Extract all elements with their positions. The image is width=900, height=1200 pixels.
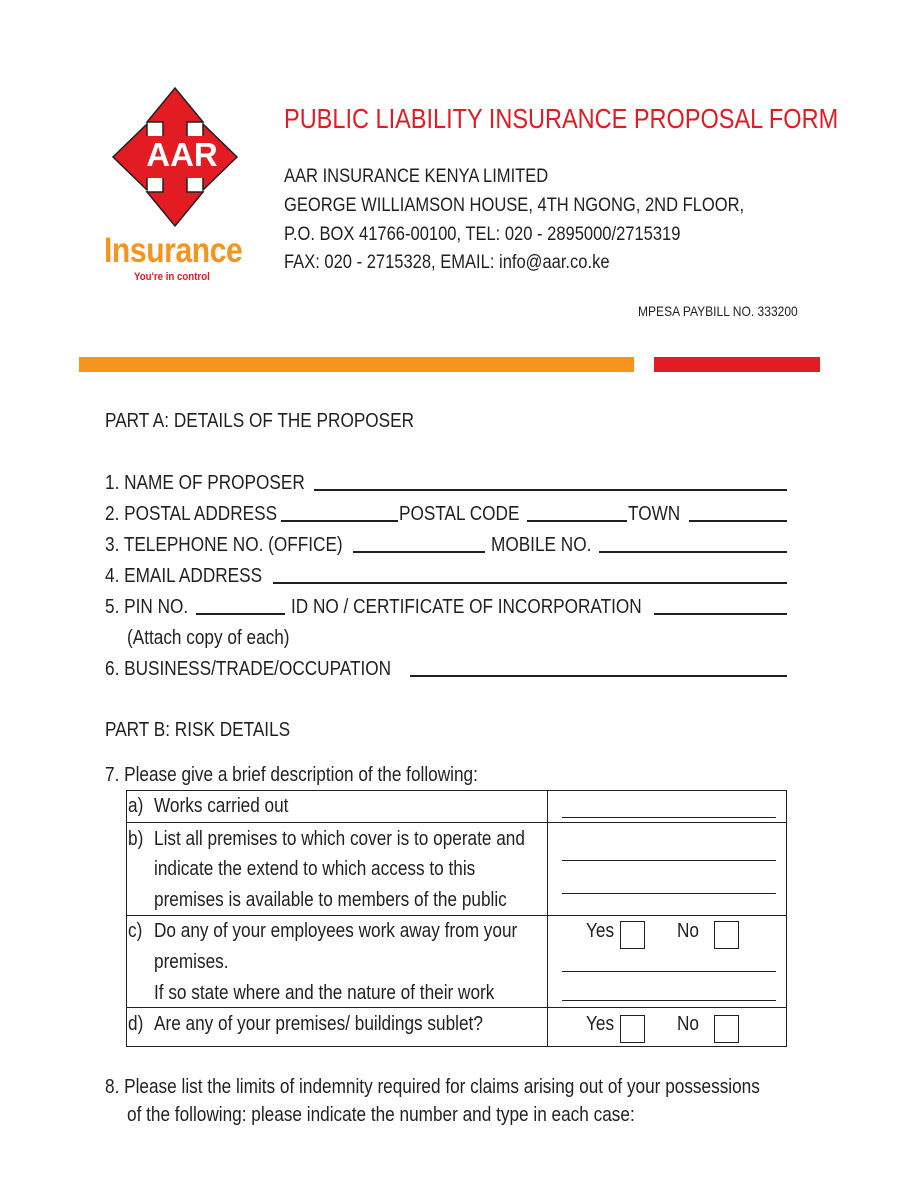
postal-address-label: 2. POSTAL ADDRESS	[105, 503, 278, 525]
row-b-marker: b)	[128, 828, 144, 850]
row-a-text: Works carried out	[154, 795, 289, 817]
postal-code-label: POSTAL CODE	[399, 503, 520, 525]
row-a-marker: a)	[128, 795, 144, 817]
part-a-heading: PART A: DETAILS OF THE PROPOSER	[105, 410, 415, 432]
mpesa-paybill: MPESA PAYBILL NO. 333200	[638, 303, 798, 319]
table-row-divider	[126, 822, 787, 823]
town-label: TOWN	[628, 503, 681, 525]
row-c-marker: c)	[128, 920, 143, 942]
form-title: PUBLIC LIABILITY INSURANCE PROPOSAL FORM	[284, 103, 839, 134]
telephone-office-field[interactable]	[353, 551, 485, 553]
row-d-no-checkbox[interactable]	[714, 1015, 739, 1043]
telephone-office-label: 3. TELEPHONE NO. (OFFICE)	[105, 534, 343, 556]
q8-prompt-line2: of the following: please indicate the number and type in each case:	[127, 1104, 635, 1126]
row-d-marker: d)	[128, 1013, 144, 1035]
row-c-answer-field-1[interactable]	[562, 971, 776, 972]
postal-code-field[interactable]	[527, 520, 627, 522]
row-c-no-checkbox[interactable]	[714, 921, 739, 949]
table-row-divider	[126, 1007, 787, 1008]
attach-copy-note: (Attach copy of each)	[127, 627, 290, 649]
business-trade-label: 6. BUSINESS/TRADE/OCCUPATION	[105, 658, 392, 680]
header-divider-orange	[79, 357, 634, 372]
part-b-heading: PART B: RISK DETAILS	[105, 719, 291, 741]
id-certificate-label: ID NO / CERTIFICATE OF INCORPORATION	[291, 596, 642, 618]
aar-insurance-logo	[104, 86, 246, 286]
name-of-proposer-field[interactable]	[314, 489, 787, 491]
row-c-yes-checkbox[interactable]	[620, 921, 645, 949]
mobile-no-field[interactable]	[599, 551, 787, 553]
id-certificate-field[interactable]	[654, 613, 787, 615]
pin-no-field[interactable]	[196, 613, 285, 615]
postal-address-field[interactable]	[281, 520, 398, 522]
row-a-answer-field[interactable]	[562, 817, 776, 818]
table-row-divider	[126, 915, 787, 916]
row-b-answer-field-2[interactable]	[562, 893, 776, 894]
q8-prompt-line1: 8. Please list the limits of indemnity required for claims arising out of your possessions	[105, 1076, 760, 1098]
name-of-proposer-label: 1. NAME OF PROPOSER	[105, 472, 305, 494]
company-address: GEORGE WILLIAMSON HOUSE, 4TH NGONG, 2ND FLOOR,	[284, 195, 745, 216]
row-c-answer-field-2[interactable]	[562, 1000, 776, 1001]
row-c-text-line3: If so state where and the nature of their work	[154, 982, 495, 1004]
company-name: AAR INSURANCE KENYA LIMITED	[284, 166, 549, 187]
mobile-no-label: MOBILE NO.	[491, 534, 592, 556]
row-b-answer-field-1[interactable]	[562, 860, 776, 861]
email-address-label: 4. EMAIL ADDRESS	[105, 565, 263, 587]
header-divider-red	[654, 357, 820, 372]
table-column-divider	[547, 790, 548, 1047]
row-d-yes-checkbox[interactable]	[620, 1015, 645, 1043]
company-box-tel: P.O. BOX 41766-00100, TEL: 020 - 2895000/2715319	[284, 224, 681, 245]
row-d-text: Are any of your premises/ buildings sublet?	[154, 1013, 483, 1035]
row-b-text-line2: indicate the extend to which access to this	[154, 858, 476, 880]
row-c-no-label: No	[677, 920, 699, 942]
row-c-text-line1: Do any of your employees work away from your	[154, 920, 518, 942]
logo-wordmark: Insurance	[104, 231, 243, 270]
row-c-yes-label: Yes	[586, 920, 615, 942]
business-trade-field[interactable]	[410, 675, 787, 677]
q7-prompt: 7. Please give a brief description of the following:	[105, 764, 478, 786]
logo-mark-text: AAR	[146, 136, 218, 173]
town-field[interactable]	[689, 520, 787, 522]
row-c-text-line2: premises.	[154, 951, 229, 973]
row-d-no-label: No	[677, 1013, 699, 1035]
email-address-field[interactable]	[273, 582, 787, 584]
row-d-yes-label: Yes	[586, 1013, 615, 1035]
pin-no-label: 5. PIN NO.	[105, 596, 189, 618]
company-fax-email: FAX: 020 - 2715328, EMAIL: info@aar.co.ke	[284, 252, 610, 273]
row-b-text-line1: List all premises to which cover is to operate and	[154, 828, 525, 850]
row-b-text-line3: premises is available to members of the public	[154, 889, 507, 911]
logo-tagline: You're in control	[134, 271, 210, 283]
